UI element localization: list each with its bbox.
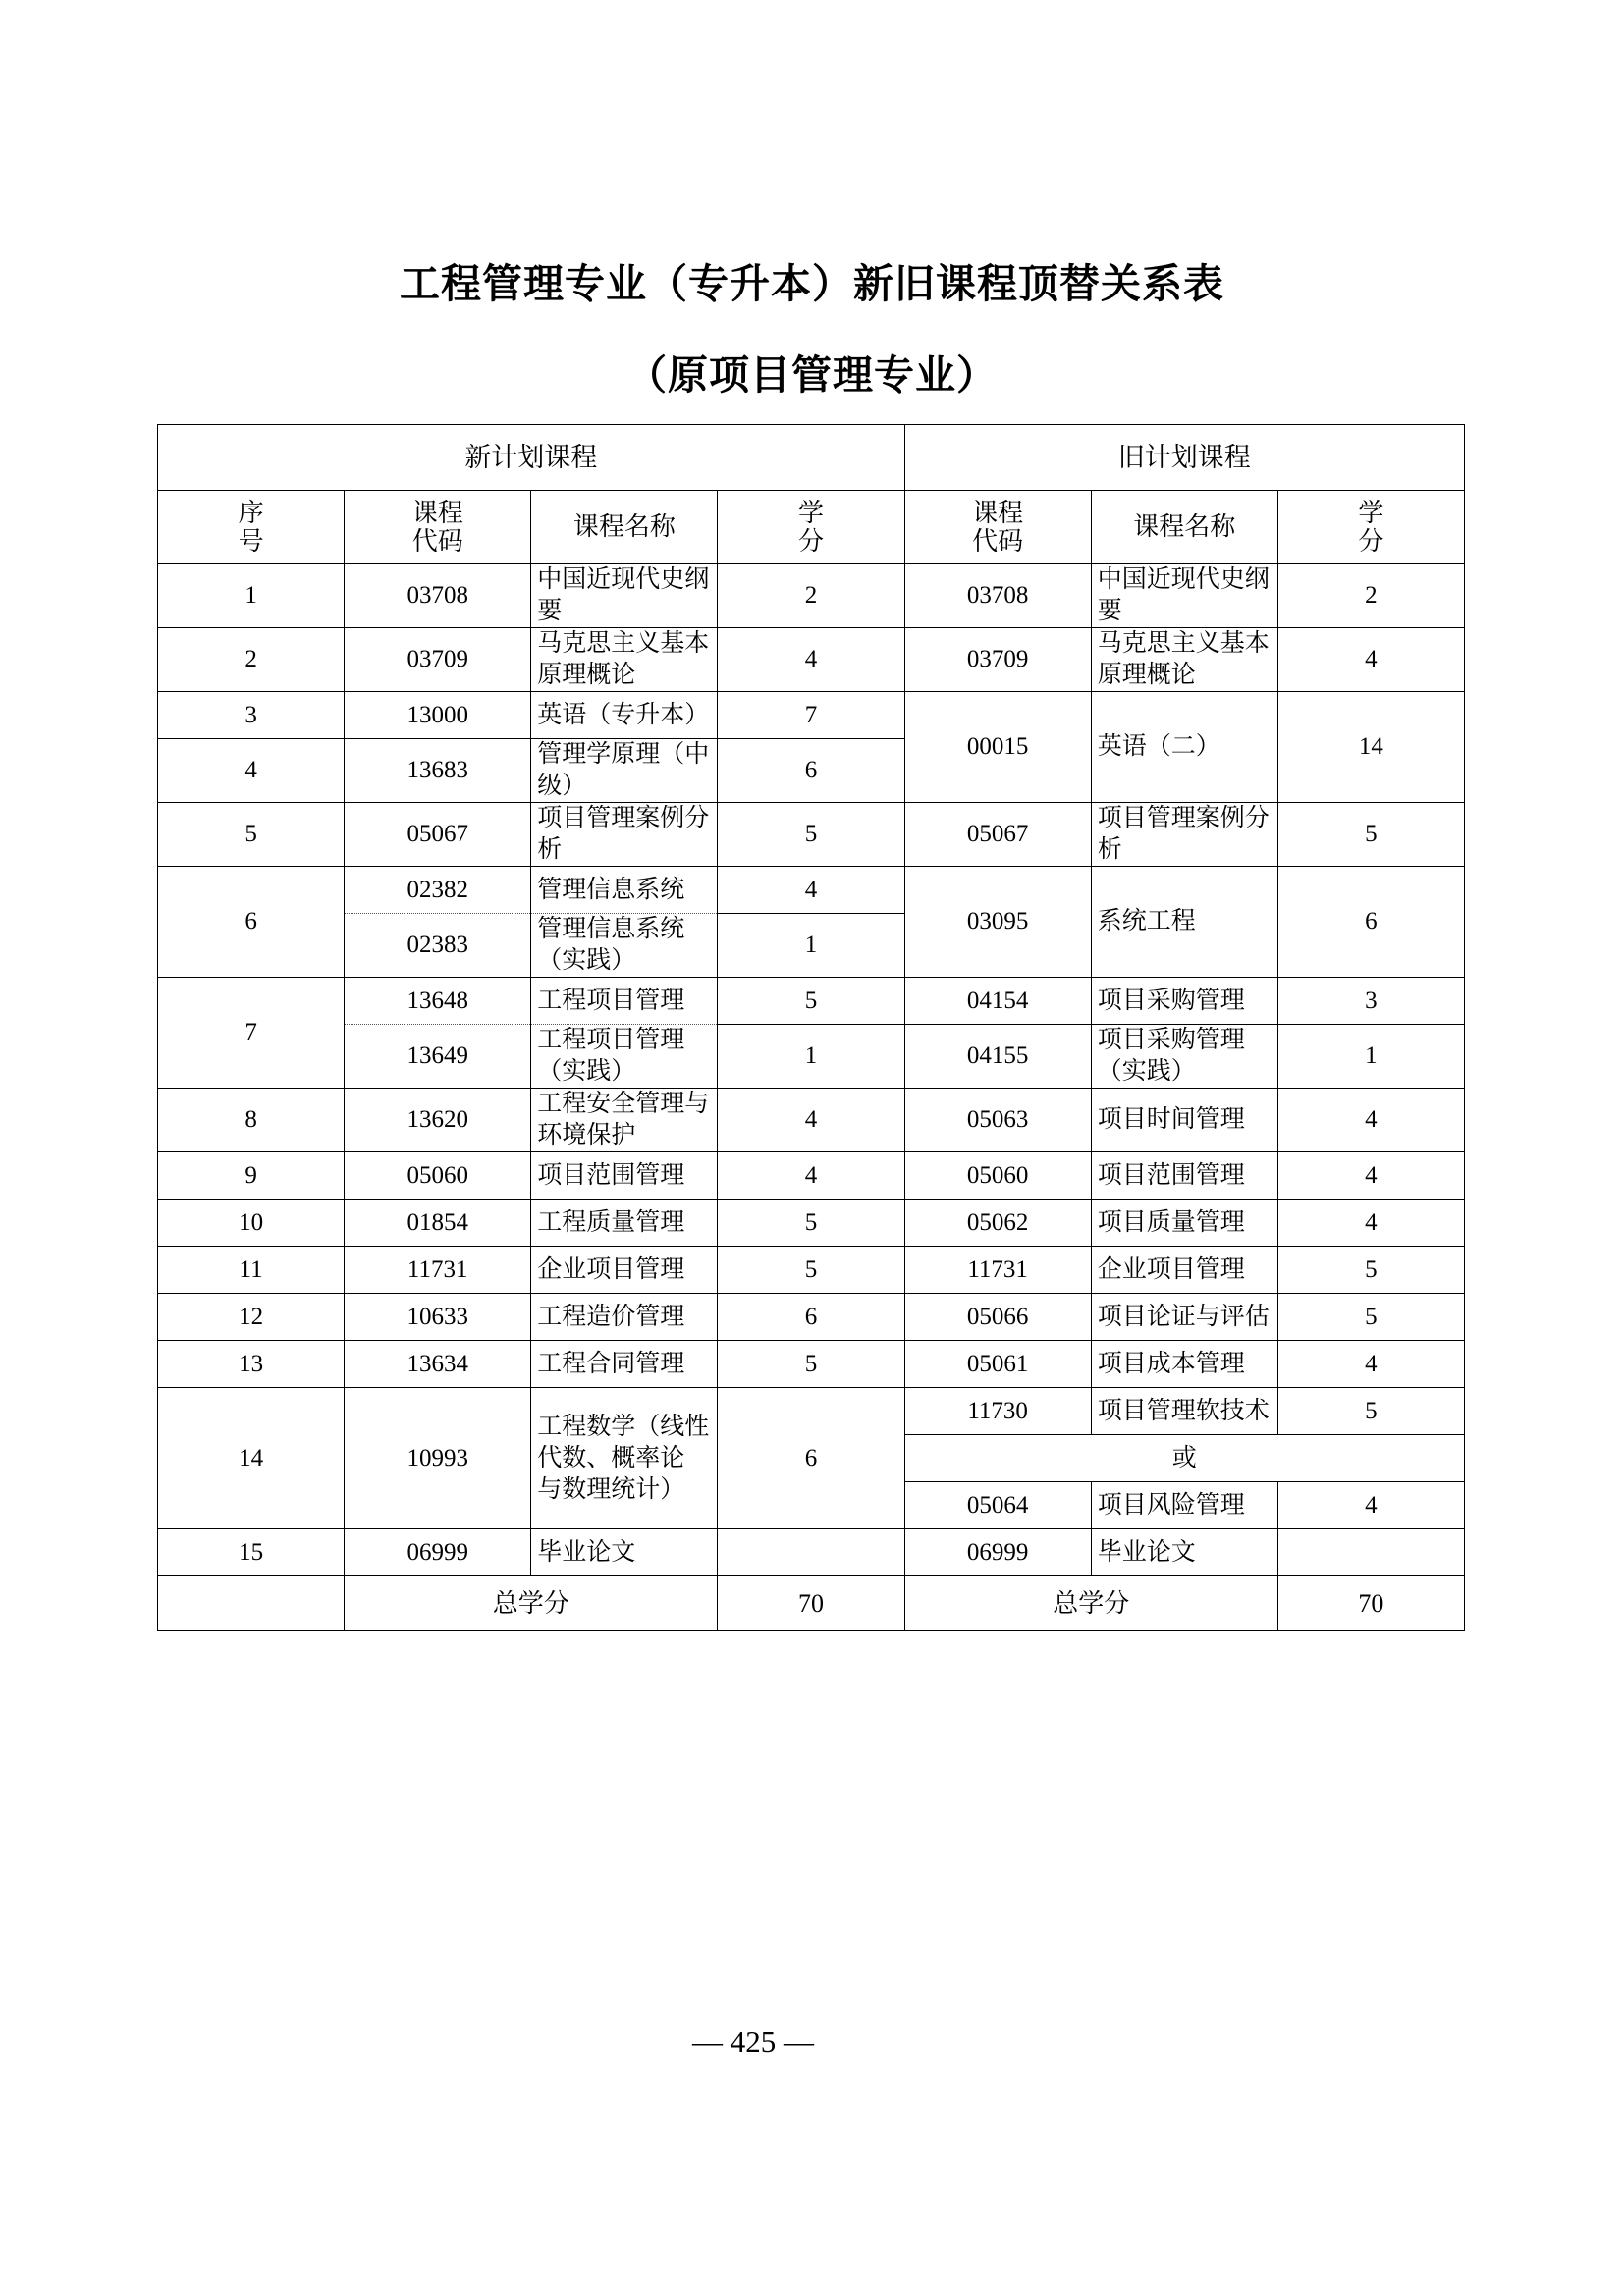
- cell-old-code: 05067: [904, 803, 1091, 867]
- title-block: [0, 257, 1624, 403]
- column-header-old-name: 课程名称: [1091, 491, 1277, 564]
- cell-new-credit: 4: [718, 1089, 904, 1152]
- cell-seq: 7: [158, 978, 345, 1089]
- cell-new-code: 13000: [345, 692, 531, 739]
- cell-new-credit: 4: [718, 867, 904, 914]
- cell-seq: 2: [158, 628, 345, 692]
- cell-total-old-value: 70: [1277, 1576, 1464, 1631]
- cell-new-credit: 5: [718, 1247, 904, 1294]
- cell-new-name: 项目范围管理: [531, 1152, 718, 1200]
- cell-new-code: 13649: [345, 1025, 531, 1089]
- cell-new-name: 毕业论文: [531, 1529, 718, 1576]
- cell-new-name: 管理信息系统（实践）: [531, 914, 718, 978]
- cell-new-name: 项目管理案例分析: [531, 803, 718, 867]
- cell-old-name: 企业项目管理: [1091, 1247, 1277, 1294]
- cell-seq: 12: [158, 1294, 345, 1341]
- cell-new-code: 02382: [345, 867, 531, 914]
- cell-new-name-line1: 工程数学（线性代数、概率论: [537, 1413, 710, 1471]
- table-row: [158, 1152, 1465, 1200]
- cell-new-code: 13648: [345, 978, 531, 1025]
- cell-new-name-line2: 与数理统计）: [537, 1475, 685, 1503]
- cell-old-code: 05063: [904, 1089, 1091, 1152]
- cell-seq: 4: [158, 739, 345, 803]
- column-header-old-code: [904, 491, 1091, 564]
- table-row: [158, 1529, 1465, 1576]
- page-footer: [0, 2024, 1624, 2059]
- cell-old-name: 项目管理软技术: [1091, 1388, 1277, 1435]
- cell-new-credit: 5: [718, 1341, 904, 1388]
- cell-old-code: 05064: [904, 1482, 1091, 1529]
- cell-new-credit: 5: [718, 978, 904, 1025]
- cell-old-code: 06999: [904, 1529, 1091, 1576]
- column-header-seq: [158, 491, 345, 564]
- cell-old-name: 项目采购管理: [1091, 978, 1277, 1025]
- table-row: [158, 1388, 1465, 1435]
- cell-total-seq-blank: [158, 1576, 345, 1631]
- cell-old-code: 05060: [904, 1152, 1091, 1200]
- page-title: 工程管理专业（专升本）新旧课程顶替关系表: [400, 261, 1224, 306]
- cell-old-code: 04154: [904, 978, 1091, 1025]
- cell-new-name: 马克思主义基本原理概论: [531, 628, 718, 692]
- table-column-header-row: [158, 491, 1465, 564]
- cell-new-credit: 2: [718, 564, 904, 628]
- cell-old-name: 项目采购管理（实践）: [1091, 1025, 1277, 1089]
- cell-old-credit: 14: [1277, 692, 1464, 803]
- table-row: [158, 1341, 1465, 1388]
- table-row: [158, 564, 1465, 628]
- cell-new-credit: 6: [718, 1294, 904, 1341]
- cell-old-name: 项目质量管理: [1091, 1200, 1277, 1247]
- cell-old-code: 05061: [904, 1341, 1091, 1388]
- column-header-new-credit: [718, 491, 904, 564]
- column-header-seq-line1: 序: [238, 498, 264, 527]
- cell-seq: 10: [158, 1200, 345, 1247]
- cell-new-name: 管理学原理（中级）: [531, 739, 718, 803]
- cell-new-credit: 6: [718, 1388, 904, 1529]
- cell-total-old-label: 总学分: [904, 1576, 1277, 1631]
- cell-new-name: 中国近现代史纲要: [531, 564, 718, 628]
- cell-old-name: 项目成本管理: [1091, 1341, 1277, 1388]
- table-row: [158, 803, 1465, 867]
- cell-new-credit: [718, 1529, 904, 1576]
- page-number: — 425 —: [692, 2024, 814, 2058]
- column-header-old-code-line2: 代码: [972, 527, 1024, 556]
- cell-old-code: 00015: [904, 692, 1091, 803]
- cell-old-name: 项目范围管理: [1091, 1152, 1277, 1200]
- cell-new-name: 工程项目管理: [531, 978, 718, 1025]
- column-header-old-credit-line1: 学: [1358, 498, 1384, 527]
- cell-old-code: 05062: [904, 1200, 1091, 1247]
- cell-old-name: 项目风险管理: [1091, 1482, 1277, 1529]
- cell-old-credit: 4: [1277, 628, 1464, 692]
- cell-new-code: 06999: [345, 1529, 531, 1576]
- table-row: [158, 1089, 1465, 1152]
- table-row: [158, 692, 1465, 739]
- cell-new-credit: 5: [718, 803, 904, 867]
- cell-old-credit: 2: [1277, 564, 1464, 628]
- column-header-old-credit: [1277, 491, 1464, 564]
- cell-old-credit: 4: [1277, 1341, 1464, 1388]
- cell-new-code: 03708: [345, 564, 531, 628]
- cell-old-name: 项目论证与评估: [1091, 1294, 1277, 1341]
- column-header-old-code-line1: 课程: [972, 498, 1024, 527]
- cell-new-code: 02383: [345, 914, 531, 978]
- cell-old-credit: 4: [1277, 1200, 1464, 1247]
- course-mapping-table: [157, 424, 1465, 1631]
- cell-old-credit: 6: [1277, 867, 1464, 978]
- page-subtitle: （原项目管理专业）: [626, 352, 998, 399]
- cell-total-new-value: 70: [718, 1576, 904, 1631]
- cell-seq: 14: [158, 1388, 345, 1529]
- column-header-new-code: [345, 491, 531, 564]
- cell-seq: 5: [158, 803, 345, 867]
- cell-old-credit: 4: [1277, 1482, 1464, 1529]
- course-mapping-table-wrapper: [157, 424, 1465, 1631]
- cell-new-code: 13620: [345, 1089, 531, 1152]
- cell-old-name: 中国近现代史纲要: [1091, 564, 1277, 628]
- cell-new-name: 管理信息系统: [531, 867, 718, 914]
- cell-new-code: 10993: [345, 1388, 531, 1529]
- column-header-old-credit-line2: 分: [1358, 527, 1384, 556]
- column-header-new-credit-line2: 分: [797, 527, 824, 556]
- column-header-new-code-line2: 代码: [411, 527, 463, 556]
- cell-seq: 15: [158, 1529, 345, 1576]
- group-header-old-plan: 旧计划课程: [904, 425, 1464, 491]
- cell-old-credit: 4: [1277, 1089, 1464, 1152]
- cell-old-code: 03709: [904, 628, 1091, 692]
- cell-new-credit: 1: [718, 1025, 904, 1089]
- table-row: [158, 1294, 1465, 1341]
- cell-seq: 9: [158, 1152, 345, 1200]
- cell-old-credit: 5: [1277, 1294, 1464, 1341]
- cell-or-separator: 或: [904, 1435, 1464, 1482]
- cell-new-code: 01854: [345, 1200, 531, 1247]
- table-total-row: [158, 1576, 1465, 1631]
- cell-new-credit: 4: [718, 628, 904, 692]
- column-header-new-name: 课程名称: [531, 491, 718, 564]
- cell-old-name: 系统工程: [1091, 867, 1277, 978]
- cell-old-name: 毕业论文: [1091, 1529, 1277, 1576]
- cell-new-credit: 1: [718, 914, 904, 978]
- cell-new-name: 工程合同管理: [531, 1341, 718, 1388]
- cell-old-name: 项目时间管理: [1091, 1089, 1277, 1152]
- cell-new-credit: 6: [718, 739, 904, 803]
- cell-old-code: 05066: [904, 1294, 1091, 1341]
- cell-seq: 3: [158, 692, 345, 739]
- cell-new-credit: 5: [718, 1200, 904, 1247]
- cell-new-name: 工程质量管理: [531, 1200, 718, 1247]
- cell-new-name: [531, 1388, 718, 1529]
- cell-new-code: 03709: [345, 628, 531, 692]
- table-row: [158, 1247, 1465, 1294]
- cell-seq: 13: [158, 1341, 345, 1388]
- column-header-new-code-line1: 课程: [411, 498, 463, 527]
- cell-old-code: 11731: [904, 1247, 1091, 1294]
- table-row: [158, 1200, 1465, 1247]
- table-row: [158, 867, 1465, 914]
- cell-new-code: 05060: [345, 1152, 531, 1200]
- cell-new-code: 13634: [345, 1341, 531, 1388]
- cell-seq: 1: [158, 564, 345, 628]
- cell-old-credit: 3: [1277, 978, 1464, 1025]
- cell-old-credit: [1277, 1529, 1464, 1576]
- cell-old-credit: 5: [1277, 1388, 1464, 1435]
- table-group-header-row: [158, 425, 1465, 491]
- cell-old-credit: 5: [1277, 1247, 1464, 1294]
- cell-new-code: 10633: [345, 1294, 531, 1341]
- group-header-new-plan: 新计划课程: [158, 425, 905, 491]
- cell-new-code: 11731: [345, 1247, 531, 1294]
- cell-seq: 6: [158, 867, 345, 978]
- cell-new-name: 工程安全管理与环境保护: [531, 1089, 718, 1152]
- cell-total-new-label: 总学分: [345, 1576, 718, 1631]
- cell-old-name: 项目管理案例分析: [1091, 803, 1277, 867]
- cell-new-name: 工程造价管理: [531, 1294, 718, 1341]
- cell-old-code: 04155: [904, 1025, 1091, 1089]
- cell-old-name: 英语（二）: [1091, 692, 1277, 803]
- cell-new-code: 05067: [345, 803, 531, 867]
- cell-new-credit: 4: [718, 1152, 904, 1200]
- cell-new-name: 英语（专升本）: [531, 692, 718, 739]
- cell-old-credit: 4: [1277, 1152, 1464, 1200]
- cell-old-name: 马克思主义基本原理概论: [1091, 628, 1277, 692]
- cell-old-credit: 5: [1277, 803, 1464, 867]
- cell-old-code: 03095: [904, 867, 1091, 978]
- cell-seq: 11: [158, 1247, 345, 1294]
- cell-new-credit: 7: [718, 692, 904, 739]
- cell-new-name: 工程项目管理（实践）: [531, 1025, 718, 1089]
- cell-old-code: 03708: [904, 564, 1091, 628]
- cell-seq: 8: [158, 1089, 345, 1152]
- table-row: [158, 1025, 1465, 1089]
- table-row: [158, 628, 1465, 692]
- table-row: [158, 978, 1465, 1025]
- cell-new-name: 企业项目管理: [531, 1247, 718, 1294]
- column-header-seq-line2: 号: [238, 527, 264, 556]
- column-header-new-credit-line1: 学: [797, 498, 824, 527]
- cell-old-credit: 1: [1277, 1025, 1464, 1089]
- cell-old-code: 11730: [904, 1388, 1091, 1435]
- cell-new-code: 13683: [345, 739, 531, 803]
